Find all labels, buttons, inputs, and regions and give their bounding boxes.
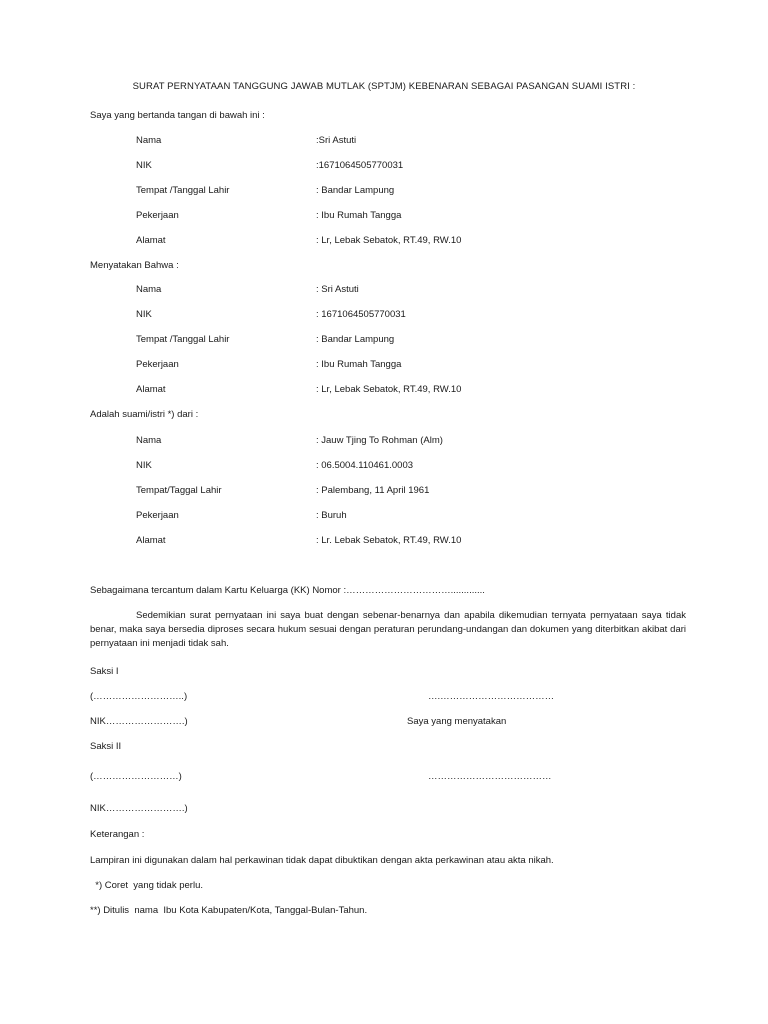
s2-name-label: Nama	[136, 284, 162, 295]
witness1-label: Saksi I	[90, 666, 119, 677]
signer-label: Saya yang menyatakan	[407, 716, 507, 727]
s3-nik-value: : 06.5004.110461.0003	[316, 460, 414, 471]
notes-heading: Keterangan :	[90, 829, 145, 840]
spouse-heading: Adalah suami/istri *) dari :	[90, 409, 199, 420]
signer-signature-line: ….………………………………	[428, 691, 555, 702]
intro-text: Saya yang bertanda tangan di bawah ini :	[90, 110, 265, 121]
s2-name-value: : Sri Astuti	[316, 284, 359, 295]
witness2-nik-line: NIK…………………….)	[90, 803, 188, 814]
witness2-name-line: (………………………)	[90, 771, 182, 782]
statement-paragraph: Sedemikian surat pernyataan ini saya buat dengan sebenar-benarnya dan apabila dikemudian ternyata pernyataan saya tidak benar, maka saya bersedia diproses secara hukum sesuai dengan peraturan perundang-undangan dan dokumen yang diterbitkan akibat dari pernyataan ini menjadi tidak sah.	[90, 610, 686, 649]
s1-nik-label: NIK	[136, 160, 152, 171]
document-title: SURAT PERNYATAAN TANGGUNG JAWAB MUTLAK (SPTJM) KEBENARAN SEBAGAI PASANGAN SUAMI ISTRI :	[132, 81, 636, 92]
s3-birth-value: : Palembang, 11 April 1961	[316, 485, 430, 496]
s3-address-value: : Lr. Lebak Sebatok, RT.49, RW.10	[316, 535, 462, 546]
s3-job-label: Pekerjaan	[136, 510, 179, 521]
s3-nik-label: NIK	[136, 460, 152, 471]
s1-name-value: :Sri Astuti	[316, 135, 357, 146]
notes-line-2: *) Coret yang tidak perlu.	[90, 880, 203, 891]
s3-name-value: : Jauw Tjing To Rohman (Alm)	[316, 435, 443, 446]
s2-job-value: : Ibu Rumah Tangga	[316, 359, 402, 370]
s1-name-label: Nama	[136, 135, 162, 146]
s1-birth-label: Tempat /Tanggal Lahir	[136, 185, 230, 196]
s2-address-label: Alamat	[136, 384, 166, 395]
s2-nik-value: : 1671064505770031	[316, 309, 406, 320]
witness2-label: Saksi II	[90, 741, 122, 752]
s3-birth-label: Tempat/Taggal Lahir	[136, 485, 222, 496]
s2-nik-label: NIK	[136, 309, 152, 320]
witness1-nik-line: NIK…………………….)	[90, 716, 188, 727]
kk-number-line: Sebagaimana tercantum dalam Kartu Keluarga (KK) Nomor :…………………………….............	[90, 585, 485, 596]
notes-line-3: **) Ditulis nama Ibu Kota Kabupaten/Kota, Tanggal-Bulan-Tahun.	[90, 905, 368, 916]
s2-address-value: : Lr, Lebak Sebatok, RT.49, RW.10	[316, 384, 462, 395]
s1-address-label: Alamat	[136, 235, 166, 246]
s1-job-label: Pekerjaan	[136, 210, 179, 221]
s3-job-value: : Buruh	[316, 510, 347, 521]
declares-heading: Menyatakan Bahwa :	[90, 260, 179, 271]
s1-nik-value: :1671064505770031	[316, 160, 404, 171]
notes-line-1: Lampiran ini digunakan dalam hal perkawinan tidak dapat dibuktikan dengan akta perkawinan atau akta nikah.	[90, 855, 554, 866]
s1-birth-value: : Bandar Lampung	[316, 185, 395, 196]
s1-address-value: : Lr, Lebak Sebatok, RT.49, RW.10	[316, 235, 462, 246]
s3-name-label: Nama	[136, 435, 162, 446]
s1-job-value: : Ibu Rumah Tangga	[316, 210, 402, 221]
s2-job-label: Pekerjaan	[136, 359, 179, 370]
witness2-signature-line: …………………………………	[428, 771, 552, 782]
s2-birth-value: : Bandar Lampung	[316, 334, 395, 345]
s3-address-label: Alamat	[136, 535, 166, 546]
s2-birth-label: Tempat /Tanggal Lahir	[136, 334, 230, 345]
witness1-name-line: (………………………..)	[90, 691, 188, 702]
